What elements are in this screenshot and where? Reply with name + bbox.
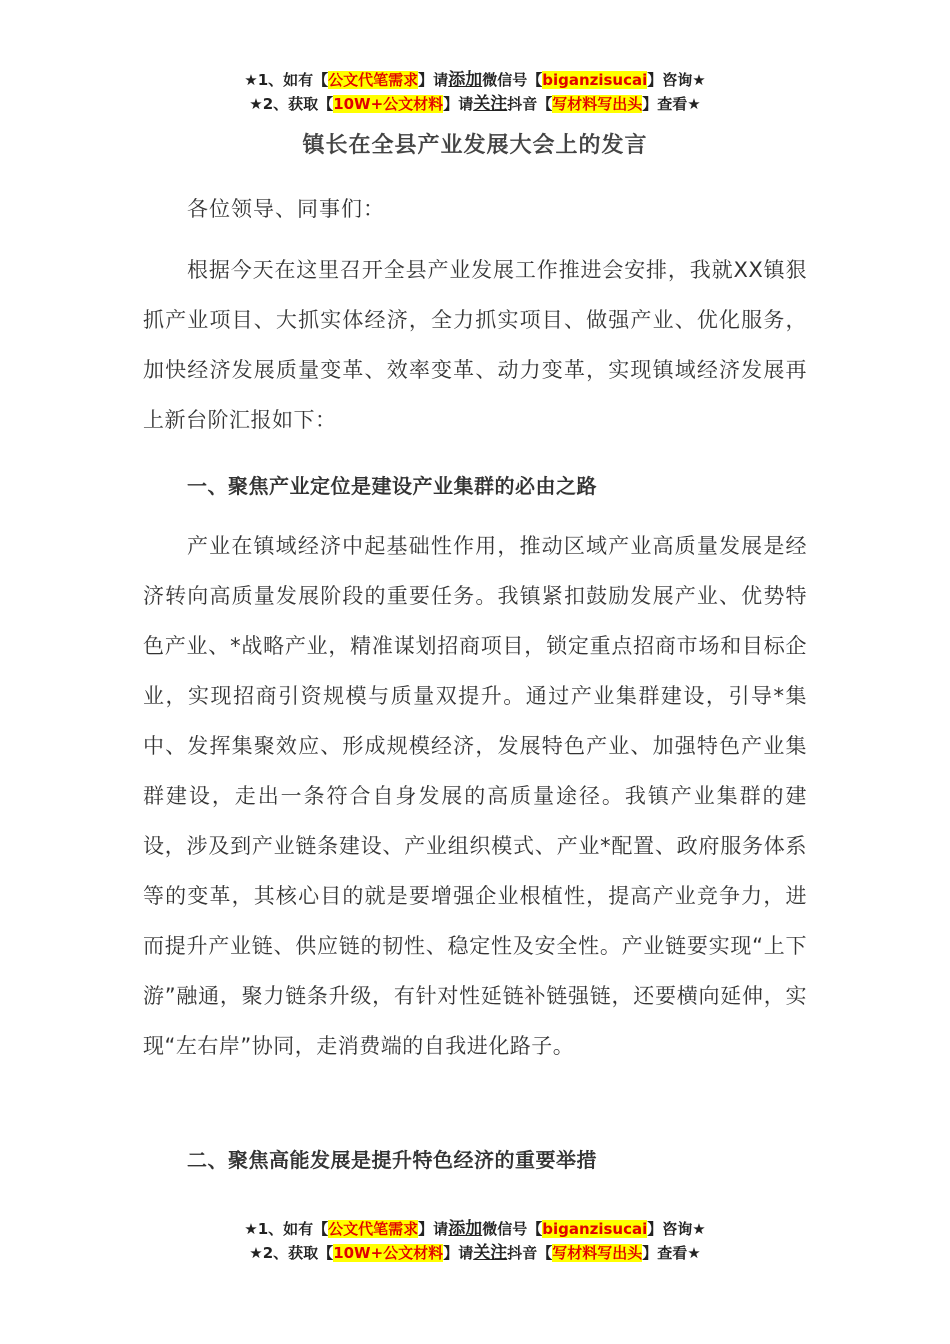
promo-emphasis: 关注 — [473, 1243, 508, 1263]
promo-text: 】查看★ — [642, 95, 701, 113]
promo-header — [0, 68, 950, 116]
promo-wechat-id: biganzisucai — [542, 1220, 648, 1238]
promo-emphasis: 添加 — [448, 70, 483, 90]
promo-text: 】请 — [418, 71, 449, 89]
promo-text: 】咨询★ — [647, 71, 706, 89]
promo-text: ★1、如有【 — [244, 1220, 329, 1238]
promo-text: 微信号【 — [482, 71, 543, 89]
promo-highlight: 公文代笔需求 — [328, 71, 419, 89]
promo-footer — [0, 1217, 950, 1265]
promo-text: ★2、获取【 — [249, 95, 334, 113]
document-title: 镇长在全县产业发展大会上的发言 — [302, 133, 648, 158]
promo-highlight: 公文代笔需求 — [328, 1220, 419, 1238]
section-heading-2: 二、聚焦高能发展是提升特色经济的重要举措 — [187, 1148, 597, 1172]
promo-line-2 — [0, 92, 950, 116]
promo-wechat-id: biganzisucai — [542, 71, 648, 89]
promo-line-1 — [0, 1217, 950, 1241]
section-1-paragraph: 产业在镇域经济中起基础性作用，推动区域产业高质量发展是经济转向高质量发展阶段的重要任务。我镇紧扣鼓励发展产业、优势特色产业、*战略产业，精准谋划招商项目，锁定重点招商市场和目标企业，实现招商引资规模与质量双提升。通过产业集群建设，引导*集中、发挥集聚效应、形成规模经济，发展特色产业、加强特色产业集群建设，走出一条符合自身发展的高质量途径。我镇产业集群的建设，涉及到产业链条建设、产业组织模式、产业*配置、政府服务体系等的变革，其核心目的就是要增强企业根植性，提高产业竞争力，进而提升产业链、供应链的韧性、稳定性及安全性。产业链要实现“上下游”融通，聚力链条升级，有针对性延链补链强链，还要横向延伸，实现“左右岸”协同，走消费端的自我进化路子。 — [143, 534, 807, 1058]
salutation: 各位领导、同事们： — [187, 197, 385, 221]
promo-line-1 — [0, 68, 950, 92]
promo-emphasis: 关注 — [473, 94, 508, 114]
promo-text: 】咨询★ — [647, 1220, 706, 1238]
promo-douyin-name: 写材料写出头 — [552, 95, 643, 113]
promo-douyin-name: 写材料写出头 — [552, 1244, 643, 1262]
section-heading-1: 一、聚焦产业定位是建设产业集群的必由之路 — [187, 474, 597, 498]
promo-text: 】请 — [443, 1244, 474, 1262]
promo-text: 】查看★ — [642, 1244, 701, 1262]
promo-emphasis: 添加 — [448, 1219, 483, 1239]
promo-text: ★1、如有【 — [244, 71, 329, 89]
promo-text: ★2、获取【 — [249, 1244, 334, 1262]
promo-line-2 — [0, 1241, 950, 1265]
intro-paragraph: 根据今天在这里召开全县产业发展工作推进会安排，我就XX镇狠抓产业项目、大抓实体经济，全力抓实项目、做强产业、优化服务，加快经济发展质量变革、效率变革、动力变革，实现镇域经济发展再上新台阶汇报如下： — [143, 258, 807, 432]
promo-highlight: 10W+公文材料 — [333, 95, 444, 113]
promo-text: 】请 — [443, 95, 474, 113]
promo-text: 抖音【 — [507, 95, 553, 113]
promo-highlight: 10W+公文材料 — [333, 1244, 444, 1262]
promo-text: 抖音【 — [507, 1244, 553, 1262]
promo-text: 微信号【 — [482, 1220, 543, 1238]
promo-text: 】请 — [418, 1220, 449, 1238]
